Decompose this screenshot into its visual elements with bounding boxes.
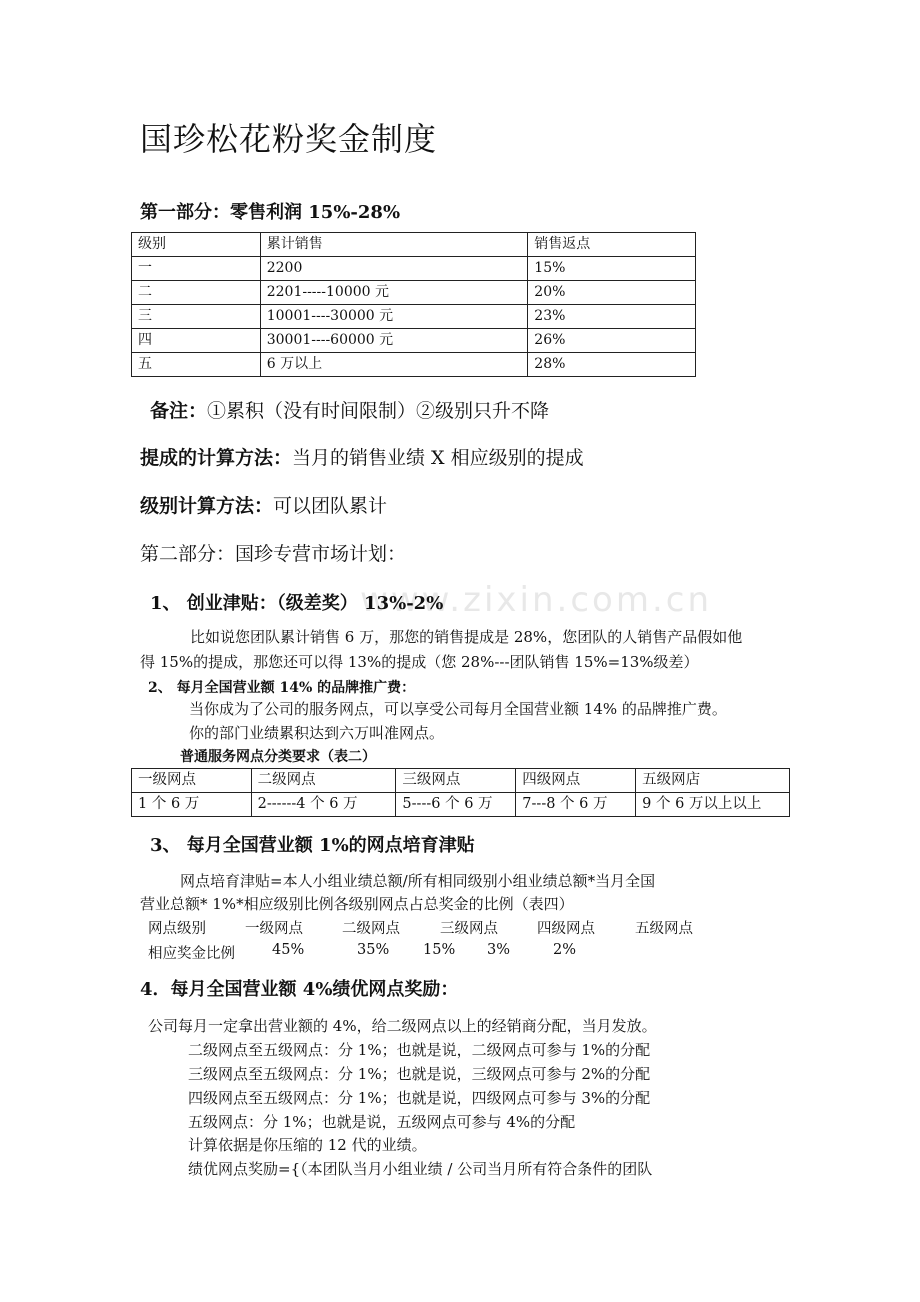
part1-heading: 第一部分：零售利润 15%-28% — [140, 202, 401, 223]
section1-paragraph-line1: 比如说您团队累计销售 6 万，那您的销售提成是 28%，您团队的人销售产品假如他 — [190, 628, 743, 646]
section3-heading: 3、 每月全国营业额 1%的网点培育津贴 — [150, 835, 475, 856]
section4-line: 四级网点至五级网点：分 1%；也就是说，四级网点可参与 3%的分配 — [188, 1089, 651, 1107]
table4-level-row — [0, 917, 920, 939]
table-cell: 三 — [132, 305, 261, 329]
table-row — [132, 305, 696, 329]
table-cell: 二 — [132, 281, 261, 305]
table-header-cell: 销售返点 — [528, 233, 696, 257]
section4-line: 五级网点：分 1%；也就是说，五级网点可参与 4%的分配 — [188, 1113, 576, 1131]
note-label: 备注： — [150, 400, 208, 422]
table-cell: 30001----60000 元 — [260, 329, 528, 353]
level-method-line — [140, 491, 387, 518]
section4-line: 绩优网点奖励={（本团队当月小组业绩 / 公司当月所有符合条件的团队 — [188, 1160, 653, 1178]
table4-ratio-row — [0, 942, 920, 964]
table-row — [132, 281, 696, 305]
table-header-cell: 三级网点 — [396, 769, 516, 793]
note-line — [150, 396, 549, 423]
table-row — [132, 793, 790, 817]
table-header-cell: 四级网点 — [516, 769, 636, 793]
table-header-cell: 一级网点 — [132, 769, 252, 793]
table4-level: 一级网点 — [245, 921, 303, 937]
section4-line: 公司每月一定拿出营业额的 4%，给二级网点以上的经销商分配，当月发放。 — [148, 1017, 657, 1035]
table-cell: 23% — [528, 305, 696, 329]
table-cell: 1 个 6 万 — [132, 793, 252, 817]
table-header-row — [132, 769, 790, 793]
table-cell: 一 — [132, 257, 261, 281]
table-header-cell: 五级网店 — [636, 769, 790, 793]
section4-line: 计算依据是你压缩的 12 代的业绩。 — [188, 1136, 427, 1154]
section1-heading: 1、 创业津贴：（级差奖） 13%-2% — [150, 593, 444, 614]
table-cell: 26% — [528, 329, 696, 353]
table-cell: 20% — [528, 281, 696, 305]
table-cell: 28% — [528, 353, 696, 377]
section2-heading: 2、 每月全国营业额 14% 的品牌推广费： — [148, 680, 416, 696]
calc-method-label: 提成的计算方法： — [140, 447, 293, 469]
table4-ratio: 45% — [272, 942, 305, 958]
retail-profit-table — [131, 232, 696, 377]
service-point-table — [131, 768, 790, 817]
table2-caption: 普通服务网点分类要求（表二） — [180, 749, 376, 765]
section4-heading: 4．每月全国营业额 4%绩优网点奖励： — [140, 979, 459, 1000]
table-cell: 2200 — [260, 257, 528, 281]
table4-ratio: 35% — [357, 942, 390, 958]
calc-method-line — [140, 443, 584, 470]
section2-paragraph-line2: 你的部门业绩累积达到六万叫准网点。 — [189, 724, 445, 742]
table-header-cell: 级别 — [132, 233, 261, 257]
table-row — [132, 257, 696, 281]
table-row — [132, 329, 696, 353]
table4-level: 三级网点 — [440, 921, 498, 937]
section3-paragraph-line1: 网点培育津贴=本人小组业绩总额/所有相同级别小组业绩总额*当月全国 — [180, 872, 656, 890]
table-cell: 10001----30000 元 — [260, 305, 528, 329]
table4-level: 四级网点 — [537, 921, 595, 937]
table4-level: 二级网点 — [342, 921, 400, 937]
table-cell: 2201-----10000 元 — [260, 281, 528, 305]
level-method-text: 可以团队累计 — [273, 495, 388, 517]
table4-label: 相应奖金比例 — [148, 946, 235, 962]
table-cell: 5----6 个 6 万 — [396, 793, 516, 817]
note-text: ①累积（没有时间限制）②级别只升不降 — [207, 400, 550, 422]
table4-ratio: 3% — [487, 942, 511, 958]
table-header-cell: 二级网点 — [251, 769, 396, 793]
section2-paragraph-line1: 当你成为了公司的服务网点，可以享受公司每月全国营业额 14% 的品牌推广费。 — [189, 700, 727, 718]
section4-line: 二级网点至五级网点：分 1%；也就是说，二级网点可参与 1%的分配 — [188, 1041, 651, 1059]
calc-method-text: 当月的销售业绩 X 相应级别的提成 — [292, 447, 584, 469]
table-cell: 2------4 个 6 万 — [251, 793, 396, 817]
table4-ratio: 2% — [553, 942, 577, 958]
table4-ratio: 15% — [423, 942, 456, 958]
table-row — [132, 353, 696, 377]
level-method-label: 级别计算方法： — [140, 495, 274, 517]
table-header-cell: 累计销售 — [260, 233, 528, 257]
section3-paragraph-line2: 营业总额* 1%*相应级别比例各级别网点占总奖金的比例（表四） — [140, 895, 574, 913]
table-cell: 五 — [132, 353, 261, 377]
table-header-row — [132, 233, 696, 257]
section4-line: 三级网点至五级网点：分 1%；也就是说，三级网点可参与 2%的分配 — [188, 1065, 651, 1083]
part2-heading: 第二部分：国珍专营市场计划： — [140, 543, 407, 565]
table-cell: 15% — [528, 257, 696, 281]
table4-label: 网点级别 — [148, 921, 206, 937]
table-cell: 四 — [132, 329, 261, 353]
table-cell: 9 个 6 万以上以上 — [636, 793, 790, 817]
table-cell: 7---8 个 6 万 — [516, 793, 636, 817]
section1-paragraph-line2: 得 15%的提成，那您还可以得 13%的提成（您 28%---团队销售 15%=13%级差） — [140, 653, 699, 671]
table4-level: 五级网点 — [635, 921, 693, 937]
table-cell: 6 万以上 — [260, 353, 528, 377]
page-title: 国珍松花粉奖金制度 — [140, 120, 438, 158]
watermark: www.zixin.com.cn — [360, 580, 712, 620]
